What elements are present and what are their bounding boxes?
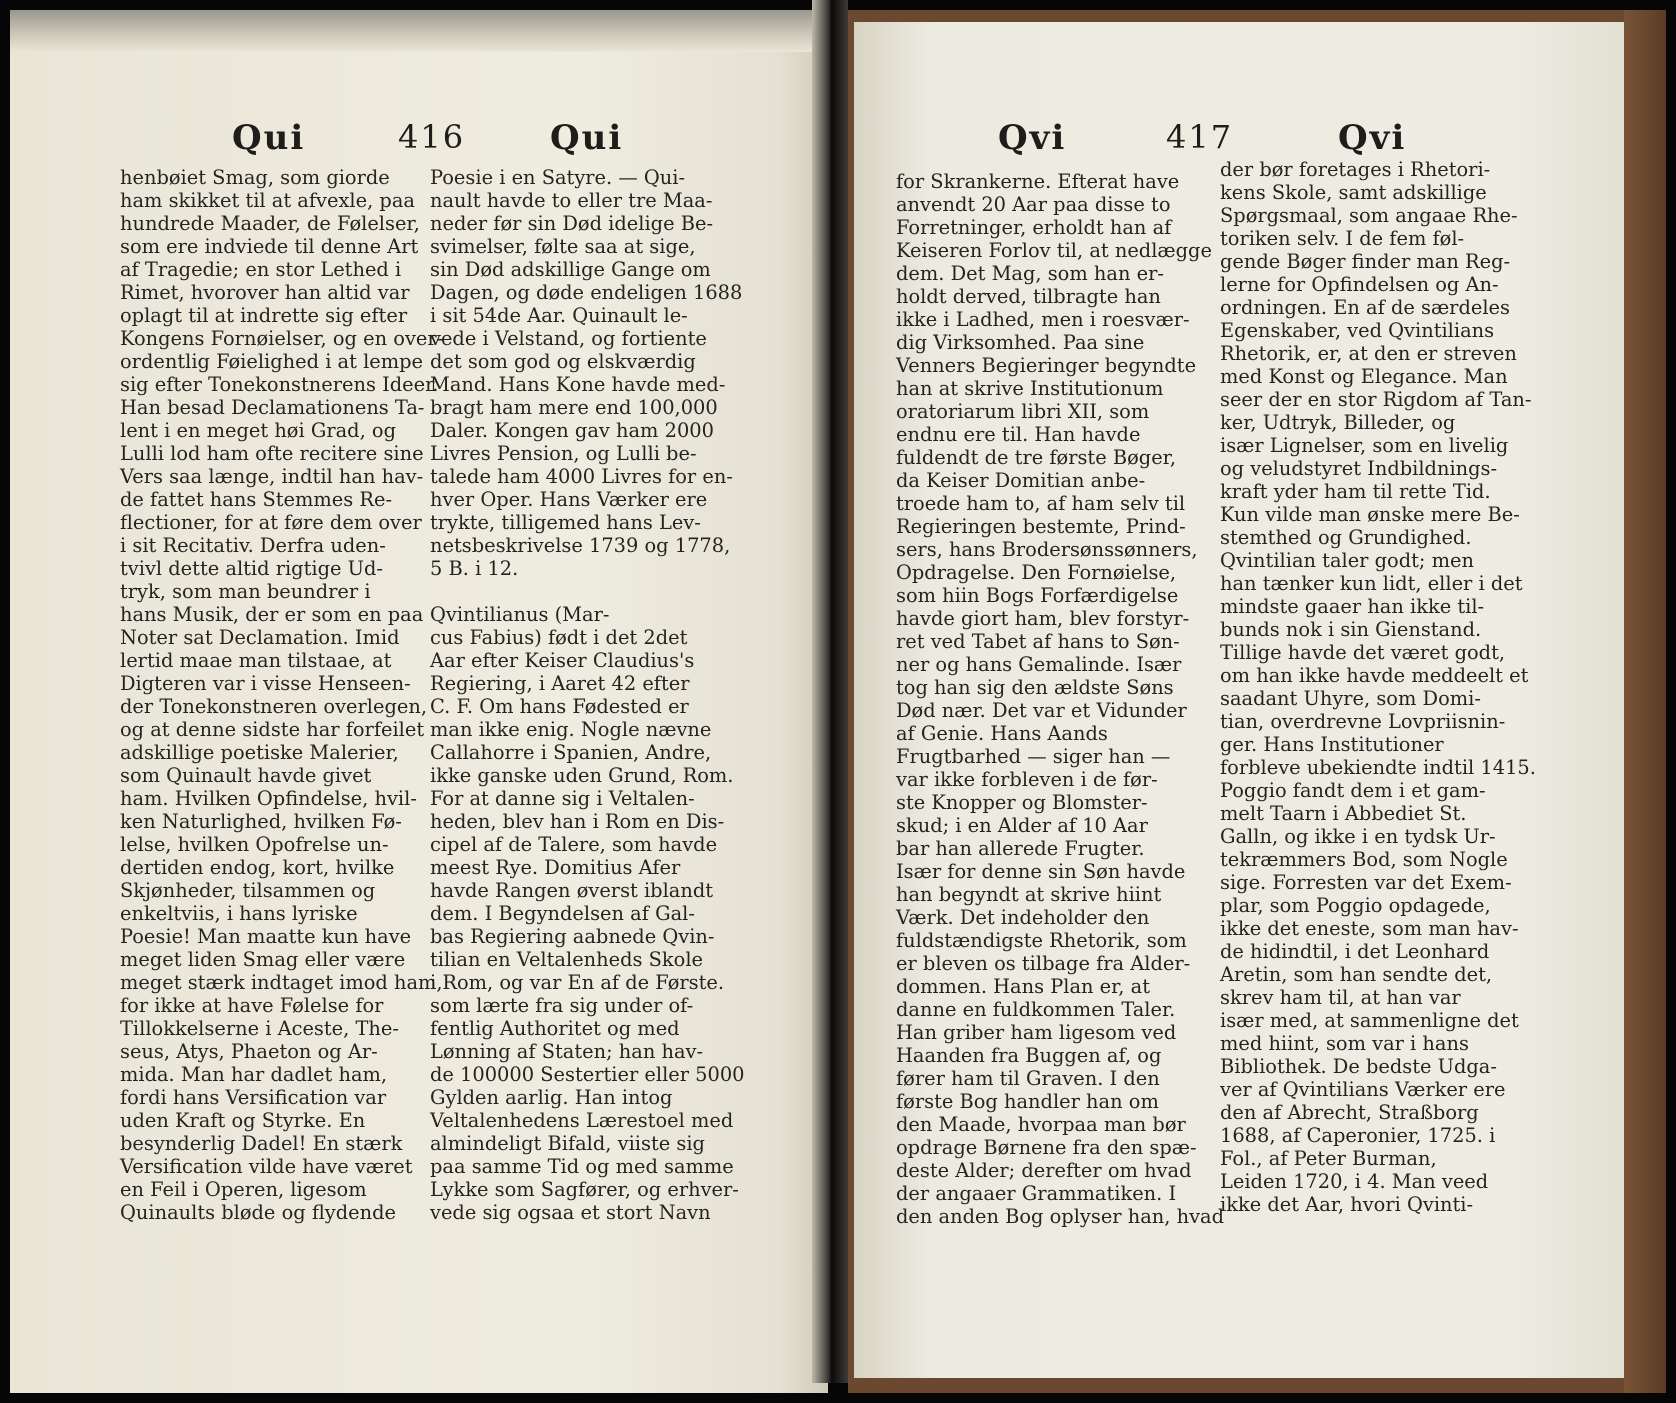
text-line: ret ved Tabet af hans to Søn-	[896, 630, 1180, 653]
text-line: opdrage Børnene fra den spæ-	[896, 1136, 1197, 1159]
text-line: bar han allerede Frugter.	[896, 837, 1145, 860]
text-line: meget liden Smag eller være	[120, 948, 406, 971]
text-line: Lykke som Sagfører, og erhver-	[430, 1178, 739, 1201]
text-line: er bleven os tilbage fra Alder-	[896, 952, 1191, 975]
text-line: 1688, af Caperonier, 1725. i	[1220, 1124, 1496, 1147]
text-line: ikke ganske uden Grund, Rom.	[430, 764, 734, 787]
text-line: Forretninger, erholdt han af	[896, 216, 1172, 239]
text-line: Daler. Kongen gav ham 2000	[430, 419, 714, 442]
text-line: Regiering, i Aaret 42 efter	[430, 672, 690, 695]
running-head-right: Qui	[550, 118, 624, 158]
text-line: stemthed og Grundighed.	[1220, 526, 1472, 549]
text-line	[430, 580, 745, 603]
text-line: fuldendt de tre første Bøger,	[896, 446, 1176, 469]
text-line: neder før sin Død idelige Be-	[430, 212, 713, 235]
text-line: Lulli lod ham ofte recitere sine	[120, 442, 424, 465]
text-line: nault havde to eller tre Maa-	[430, 189, 713, 212]
text-line: cipel af de Talere, som havde	[430, 833, 718, 856]
text-line: Versification vilde have været	[120, 1155, 413, 1178]
text-line: meest Rye. Domitius Afer	[430, 856, 681, 879]
text-line: C. F. Om hans Fødested er	[430, 695, 689, 718]
text-line: den Maade, hvorpaa man bør	[896, 1113, 1186, 1136]
text-line: hundrede Maader, de Følelser,	[120, 212, 420, 235]
text-line: adskillige poetiske Malerier,	[120, 741, 399, 764]
text-line: Galln, og ikke i en tydsk Ur-	[1220, 825, 1496, 848]
book-cover-edge	[1624, 10, 1666, 1393]
page-top-edge	[10, 10, 828, 52]
text-line: hans Musik, der er som en paa	[120, 603, 424, 626]
page-number: 417	[1166, 118, 1234, 156]
text-column-2	[1220, 158, 1536, 1216]
text-line: der bør foretages i Rhetori-	[1220, 158, 1491, 181]
text-line: ikke i Ladhed, men i roesvær-	[896, 308, 1190, 331]
text-line: de 100000 Sestertier eller 5000	[430, 1063, 745, 1086]
text-line: af Genie. Hans Aands	[896, 722, 1108, 745]
text-line: mindste gaaer han ikke til-	[1220, 595, 1485, 618]
text-line: plar, som Poggio opdagede,	[1220, 894, 1491, 917]
text-line: for ikke at have Følelse for	[120, 994, 384, 1017]
text-line: første Bog handler han om	[896, 1090, 1159, 1113]
left-page	[10, 10, 828, 1393]
text-line: for Skrankerne. Efterat have	[896, 170, 1180, 193]
text-line: i sit Recitativ. Derfra uden-	[120, 534, 386, 557]
text-line: Keiseren Forlov til, at nedlægge	[896, 239, 1212, 262]
text-line: anvendt 20 Aar paa disse to	[896, 193, 1171, 216]
text-line: ste Knopper og Blomster-	[896, 791, 1148, 814]
text-line: der Tonekonstneren overlegen,	[120, 695, 427, 718]
text-line: som hiin Bogs Forfærdigelse	[896, 584, 1179, 607]
text-line: Poggio fandt dem i et gam-	[1220, 779, 1486, 802]
text-line: sin Død adskillige Gange om	[430, 258, 711, 281]
text-line: fordi hans Versification var	[120, 1086, 387, 1109]
text-line: de hidindtil, i det Leonhard	[1220, 940, 1490, 963]
text-line: Skjønheder, tilsammen og	[120, 879, 376, 902]
text-line: han tænker kun lidt, eller i det	[1220, 572, 1523, 595]
text-line: meget stærk indtaget imod ham,	[120, 971, 443, 994]
text-line: Spørgsmaal, som angaae Rhe-	[1220, 204, 1518, 227]
text-line: i Rom, og var En af de Første.	[430, 971, 725, 994]
text-line: Qvintilianus (Mar-	[430, 603, 610, 626]
text-line: tog han sig den ældste Søns	[896, 676, 1174, 699]
text-line: ordningen. En af de særdeles	[1220, 296, 1510, 319]
text-line: med Konst og Elegance. Man	[1220, 365, 1508, 388]
text-line: ner og hans Gemalinde. Især	[896, 653, 1182, 676]
text-line: Leiden 1720, i 4. Man veed	[1220, 1170, 1489, 1193]
text-line: Regieringen bestemte, Prind-	[896, 515, 1186, 538]
text-line: svimelser, følte saa at sige,	[430, 235, 696, 258]
text-line: som Quinault havde givet	[120, 764, 372, 787]
text-line: den af Abrecht, Straßborg	[1220, 1101, 1479, 1124]
text-line: ver af Qvintilians Værker ere	[1220, 1078, 1506, 1101]
text-line: Bibliothek. De bedste Udga-	[1220, 1055, 1497, 1078]
text-line: den anden Bog oplyser han, hvad	[896, 1205, 1225, 1228]
running-head-left: Qui	[232, 118, 306, 158]
text-line: skrev ham til, at han var	[1220, 986, 1461, 1009]
text-line: ham. Hvilken Opfindelse, hvil-	[120, 787, 417, 810]
text-line: og veludstyret Indbildnings-	[1220, 457, 1498, 480]
text-line: Qvintilian taler godt; men	[1220, 549, 1474, 572]
text-line: især Lignelser, som en livelig	[1220, 434, 1509, 457]
text-line: enkeltviis, i hans lyriske	[120, 902, 358, 925]
text-line: skud; i en Alder af 10 Aar	[896, 814, 1148, 837]
text-line: oratoriarum libri XII, som	[896, 400, 1150, 423]
text-line: Veltalenhedens Lærestoel med	[430, 1109, 734, 1132]
text-line: med hiint, som var i hans	[1220, 1032, 1469, 1055]
text-line: troede ham to, af ham selv til	[896, 492, 1186, 515]
text-line: lerne for Opfindelsen og An-	[1220, 273, 1499, 296]
text-line: bragt ham mere end 100,000	[430, 396, 718, 419]
text-line: holdt derved, tilbragte han	[896, 285, 1161, 308]
text-line: vede sig ogsaa et stort Navn	[430, 1201, 711, 1224]
text-line: Poesie i en Satyre. — Qui-	[430, 166, 686, 189]
text-line: dommen. Hans Plan er, at	[896, 975, 1150, 998]
text-line: hver Oper. Hans Værker ere	[430, 488, 708, 511]
text-line: Tillige havde det været godt,	[1220, 641, 1506, 664]
text-line: af Tragedie; en stor Lethed i	[120, 258, 402, 281]
text-line: Poesie! Man maatte kun have	[120, 925, 412, 948]
text-line: havde giort ham, blev forstyr-	[896, 607, 1190, 630]
text-column-1	[120, 166, 443, 1224]
text-line: som ere indviede til denne Art	[120, 235, 419, 258]
text-line: fører ham til Graven. I den	[896, 1067, 1160, 1090]
text-line: havde Rangen øverst iblandt	[430, 879, 714, 902]
text-line: bas Regiering aabnede Qvin-	[430, 925, 715, 948]
text-line: saadant Uhyre, som Domi-	[1220, 687, 1481, 710]
text-column-1	[896, 170, 1224, 1228]
text-line: tvivl dette altid rigtige Ud-	[120, 557, 383, 580]
text-line: sers, hans Brodersønssønners,	[896, 538, 1198, 561]
text-line: Venners Begieringer begyndte	[896, 354, 1197, 377]
text-line: dem. I Begyndelsen af Gal-	[430, 902, 695, 925]
text-line: paa samme Tid og med samme	[430, 1155, 734, 1178]
text-line: tryk, som man beundrer i	[120, 580, 371, 603]
text-line: Han besad Declamationens Ta-	[120, 396, 425, 419]
text-line: Han griber ham ligesom ved	[896, 1021, 1177, 1044]
text-line: Opdragelse. Den Fornøielse,	[896, 561, 1177, 584]
text-line: ikke det eneste, som man hav-	[1220, 917, 1519, 940]
text-line: ger. Hans Institutioner	[1220, 733, 1444, 756]
text-line: en Feil i Operen, ligesom	[120, 1178, 367, 1201]
text-line: Quinaults bløde og flydende	[120, 1201, 396, 1224]
text-line: dertiden endog, kort, hvilke	[120, 856, 395, 879]
text-line: tekræmmers Bod, som Nogle	[1220, 848, 1508, 871]
text-line: besynderlig Dadel! En stærk	[120, 1132, 403, 1155]
text-line: Haanden fra Buggen af, og	[896, 1044, 1162, 1067]
text-line: mida. Man har dadlet ham,	[120, 1063, 388, 1086]
text-line: han at skrive Institutionum	[896, 377, 1164, 400]
text-line: Callahorre i Spanien, Andre,	[430, 741, 712, 764]
right-page	[848, 10, 1666, 1393]
text-line: Dagen, og døde endeligen 1688	[430, 281, 743, 304]
text-line: vede i Velstand, og fortiente	[430, 327, 707, 350]
text-line: uden Kraft og Styrke. En	[120, 1109, 366, 1132]
text-line: Tillokkelserne i Aceste, The-	[120, 1017, 399, 1040]
text-line: oplagt til at indrette sig efter	[120, 304, 408, 327]
text-line: Aar efter Keiser Claudius's	[430, 649, 695, 672]
text-line: Mand. Hans Kone havde med-	[430, 373, 726, 396]
text-line: henbøiet Smag, som giorde	[120, 166, 390, 189]
text-line: talede ham 4000 Livres for en-	[430, 465, 733, 488]
book-gutter	[812, 0, 848, 1383]
text-line: og at denne sidste har forfeilet	[120, 718, 425, 741]
text-line: det som god og elskværdig	[430, 350, 696, 373]
text-line: der angaaer Grammatiken. I	[896, 1182, 1177, 1205]
text-line: Fol., af Peter Burman,	[1220, 1147, 1437, 1170]
text-line: lent i en meget høi Grad, og	[120, 419, 396, 442]
text-line: For at danne sig i Veltalen-	[430, 787, 695, 810]
text-line: netsbeskrivelse 1739 og 1778,	[430, 534, 731, 557]
text-line: Digteren var i visse Henseen-	[120, 672, 411, 695]
text-line: Vers saa længe, indtil han hav-	[120, 465, 424, 488]
text-line: Lønning af Staten; han hav-	[430, 1040, 704, 1063]
text-line: kraft yder ham til rette Tid.	[1220, 480, 1491, 503]
text-line: seus, Atys, Phaeton og Ar-	[120, 1040, 378, 1063]
text-line: tilian en Veltalenheds Skole	[430, 948, 704, 971]
text-line: de fattet hans Stemmes Re-	[120, 488, 392, 511]
running-head-right: Qvi	[1338, 118, 1407, 158]
text-line: deste Alder; derefter om hvad	[896, 1159, 1192, 1182]
text-line: ker, Udtryk, Billeder, og	[1220, 411, 1456, 434]
text-line: Kongens Fornøielser, og en over-	[120, 327, 444, 350]
text-line: sige. Forresten var det Exem-	[1220, 871, 1512, 894]
text-line: forbleve ubekiendte indtil 1415.	[1220, 756, 1536, 779]
text-line: lelse, hvilken Opofrelse un-	[120, 833, 389, 856]
text-line: ordentlig Føielighed i at lempe	[120, 350, 424, 373]
text-line: Gylden aarlig. Han intog	[430, 1086, 673, 1109]
text-line: Især for denne sin Søn havde	[896, 860, 1186, 883]
text-line: endnu ere til. Han havde	[896, 423, 1141, 446]
text-line: trykte, tilligemed hans Lev-	[430, 511, 701, 534]
text-line: dig Virksomhed. Paa sine	[896, 331, 1145, 354]
text-line: Død nær. Det var et Vidunder	[896, 699, 1187, 722]
text-column-2	[430, 166, 745, 1224]
text-line: ken Naturlighed, hvilken Fø-	[120, 810, 402, 833]
text-line: var ikke forbleven i de før-	[896, 768, 1158, 791]
text-line: Rimet, hvorover han altid var	[120, 281, 410, 304]
text-line: ham skikket til at afvexle, paa	[120, 189, 415, 212]
text-line: da Keiser Domitian anbe-	[896, 469, 1146, 492]
text-line: i sit 54de Aar. Quinault le-	[430, 304, 688, 327]
text-line: almindeligt Bifald, viiste sig	[430, 1132, 705, 1155]
text-line: Værk. Det indeholder den	[896, 906, 1150, 929]
text-line: danne en fuldkommen Taler.	[896, 998, 1176, 1021]
text-line: cus Fabius) født i det 2det	[430, 626, 688, 649]
text-line: Kun vilde man ønske mere Be-	[1220, 503, 1520, 526]
text-line: 5 B. i 12.	[430, 557, 519, 580]
text-line: kens Skole, samt adskillige	[1220, 181, 1487, 204]
text-line: heden, blev han i Rom en Dis-	[430, 810, 725, 833]
text-line: især med, at sammenligne det	[1220, 1009, 1519, 1032]
text-line: sig efter Tonekonstnerens Ideer.	[120, 373, 439, 396]
text-line: som lærte fra sig under of-	[430, 994, 694, 1017]
text-line: dem. Det Mag, som han er-	[896, 262, 1164, 285]
text-line: Livres Pension, og Lulli be-	[430, 442, 697, 465]
text-line: toriken selv. I de fem føl-	[1220, 227, 1465, 250]
text-line: bunds nok i sin Gienstand.	[1220, 618, 1482, 641]
text-line: om han ikke havde meddeelt et	[1220, 664, 1529, 687]
page-number: 416	[398, 118, 466, 156]
text-line: melt Taarn i Abbediet St.	[1220, 802, 1467, 825]
text-line: gende Bøger finder man Reg-	[1220, 250, 1511, 273]
text-line: han begyndt at skrive hiint	[896, 883, 1162, 906]
text-line: Noter sat Declamation. Imid	[120, 626, 400, 649]
text-line: fuldstændigste Rhetorik, som	[896, 929, 1187, 952]
text-line: Frugtbarhed — siger han —	[896, 745, 1171, 768]
text-line: flectioner, for at føre dem over	[120, 511, 422, 534]
text-line: Aretin, som han sendte det,	[1220, 963, 1493, 986]
running-head-left: Qvi	[998, 118, 1067, 158]
text-line: lertid maae man tilstaae, at	[120, 649, 392, 672]
text-line: seer der en stor Rigdom af Tan-	[1220, 388, 1532, 411]
text-line: ikke det Aar, hvori Qvinti-	[1220, 1193, 1474, 1216]
text-line: Rhetorik, er, at den er streven	[1220, 342, 1517, 365]
text-line: tian, overdrevne Lovpriisnin-	[1220, 710, 1506, 733]
text-line: fentlig Authoritet og med	[430, 1017, 680, 1040]
text-line: man ikke enig. Nogle nævne	[430, 718, 712, 741]
text-line: Egenskaber, ved Qvintilians	[1220, 319, 1495, 342]
